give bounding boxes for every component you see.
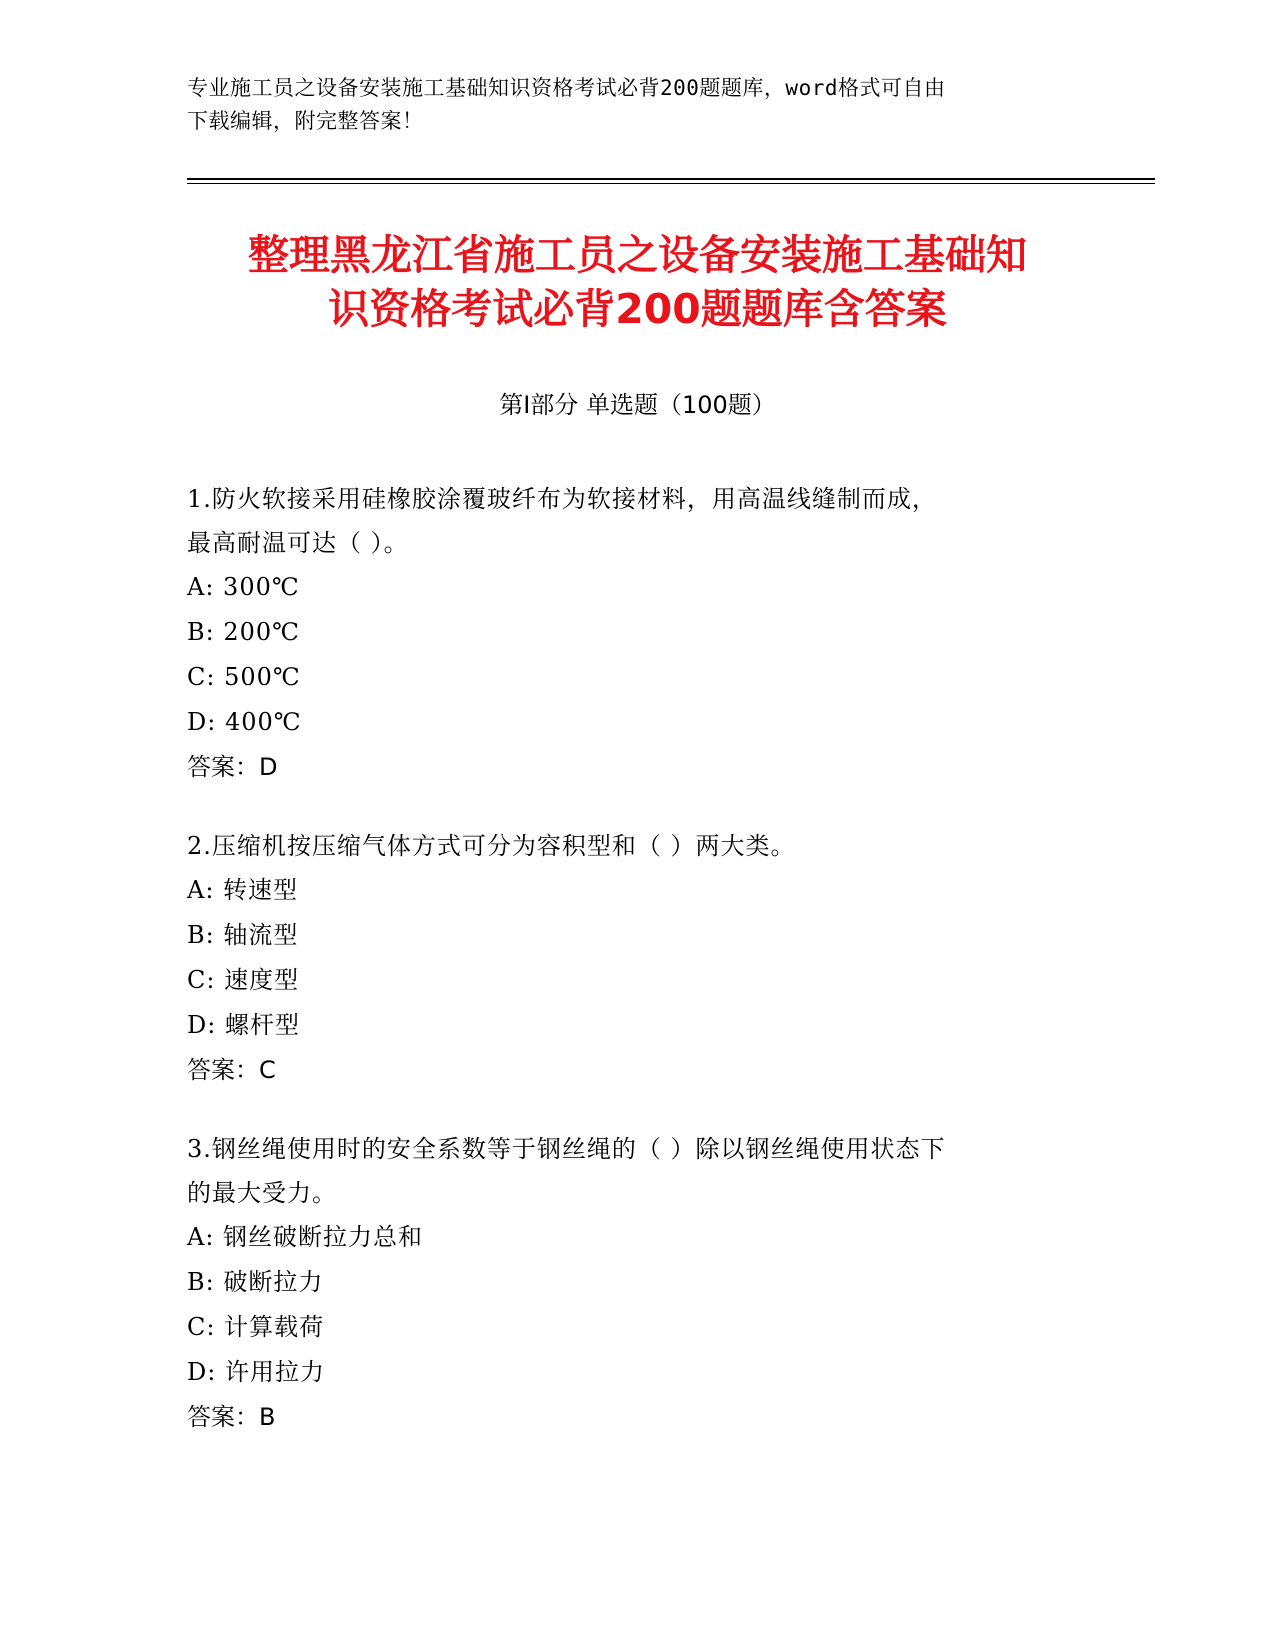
option-d: D: 许用拉力 xyxy=(187,1358,325,1386)
document-title xyxy=(150,228,1125,336)
header-note-line-2: 下载编辑，附完整答案！ xyxy=(187,109,424,133)
option-a: A: 钢丝破断拉力总和 xyxy=(187,1223,424,1251)
option-b: B: 200℃ xyxy=(187,618,301,646)
answer-line: 答案：B xyxy=(187,1403,276,1431)
question-2 xyxy=(187,824,1087,1093)
option-d: D: 400℃ xyxy=(187,708,302,736)
question-stem-line: 3.钢丝绳使用时的安全系数等于钢丝绳的（ ）除以钢丝绳使用状态下 xyxy=(187,1135,946,1163)
option-c: C: 500℃ xyxy=(187,663,301,691)
question-stem-line: 2.压缩机按压缩气体方式可分为容积型和（ ）两大类。 xyxy=(187,832,796,860)
option-b: B: 轴流型 xyxy=(187,921,299,949)
option-b: B: 破断拉力 xyxy=(187,1268,324,1296)
answer-line: 答案：D xyxy=(187,753,278,781)
header-divider-thick xyxy=(187,178,1155,180)
question-list xyxy=(187,477,1087,1474)
question-3 xyxy=(187,1127,1087,1440)
answer-line: 答案：C xyxy=(187,1056,276,1084)
option-c: C: 速度型 xyxy=(187,966,300,994)
question-stem-line: 最高耐温可达（ ）。 xyxy=(187,529,409,557)
option-a: A: 转速型 xyxy=(187,876,299,904)
question-stem-line: 的最大受力。 xyxy=(187,1179,337,1207)
option-d: D: 螺杆型 xyxy=(187,1011,300,1039)
header-divider-thin xyxy=(187,183,1155,184)
option-a: A: 300℃ xyxy=(187,573,300,601)
header-note xyxy=(187,72,1087,138)
document-title-line-1: 整理黑龙江省施工员之设备安装施工基础知 xyxy=(248,231,1027,279)
header-note-line-1: 专业施工员之设备安装施工基础知识资格考试必背200题题库，word格式可自由 xyxy=(187,76,946,100)
question-stem-line: 1.防火软接采用硅橡胶涂覆玻纤布为软接材料，用高温线缝制而成， xyxy=(187,485,937,513)
section-title: 第Ⅰ部分 单选题（100题） xyxy=(499,391,776,419)
question-1 xyxy=(187,477,1087,790)
option-c: C: 计算载荷 xyxy=(187,1313,325,1341)
document-title-line-2: 识资格考试必背200题题库含答案 xyxy=(328,285,947,333)
